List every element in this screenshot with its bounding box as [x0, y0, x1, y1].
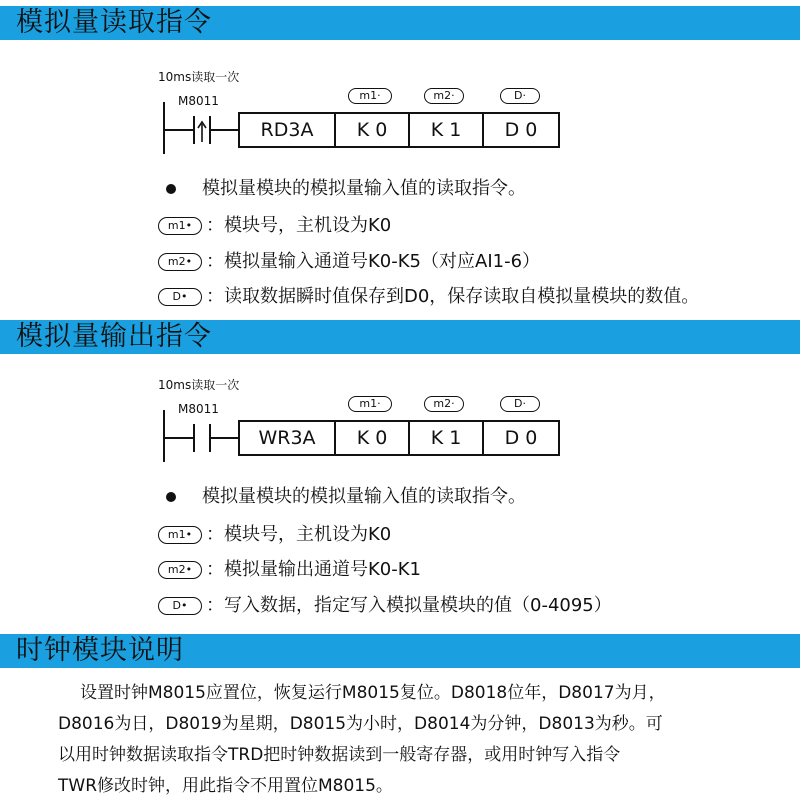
operand-d-cell: D 0 [482, 112, 560, 148]
paragraph-line: TWR修改时钟，用此指令不用置位M8015。 [58, 776, 393, 796]
bullet-dot [166, 184, 176, 194]
ladder-diagram-write [0, 378, 800, 488]
section-title: 模拟量读取指令 [16, 7, 212, 38]
section-title: 时钟模块说明 [16, 635, 184, 666]
tag-d-badge: D• [158, 288, 202, 306]
tag-m2-badge: m2• [158, 561, 202, 579]
relay-label: M8011 [178, 402, 219, 416]
clock-description [58, 678, 788, 802]
desc-d-text: ：读取数据瞬时值保存到D0，保存读取自模拟量模块的数值。 [206, 286, 700, 307]
tag-d-badge: D• [158, 597, 202, 615]
rung-wire [209, 437, 239, 439]
desc-m1-text: ：模块号，主机设为K0 [206, 215, 392, 236]
tag-m2: m2· [424, 396, 464, 412]
desc-m1 [158, 214, 391, 238]
bullet-text: 模拟量模块的模拟量输入值的读取指令。 [202, 178, 526, 199]
desc-m2 [158, 250, 540, 274]
section-header-analog-write [0, 320, 800, 354]
timer-note: 10ms读取一次 [158, 378, 240, 392]
section-header-analog-read [0, 6, 800, 40]
power-rail [163, 410, 165, 462]
paragraph-line: 以用时钟数据读取指令TRD把时钟数据读到一般寄存器，或用时钟写入指令 [58, 745, 621, 765]
operand-m2-cell: K 1 [408, 420, 484, 456]
section-title: 模拟量输出指令 [16, 321, 212, 352]
operand-m1-cell: K 0 [334, 112, 410, 148]
desc-m1-text: ：模块号，主机设为K0 [206, 524, 392, 545]
desc-m2 [158, 558, 421, 582]
tag-d: D· [500, 88, 540, 104]
rising-edge-icon [195, 116, 209, 144]
desc-d [158, 594, 612, 618]
tag-m2: m2· [424, 88, 464, 104]
tag-m1-badge: m1• [158, 526, 202, 544]
instruction-cell: WR3A [238, 420, 336, 456]
tag-m1: m1· [348, 396, 392, 412]
desc-d [158, 285, 699, 309]
ladder-diagram-read [0, 70, 800, 180]
desc-m2-text: ：模拟量输出通道号K0-K1 [206, 559, 422, 580]
section-header-clock [0, 634, 800, 668]
paragraph-line: 设置时钟M8015应置位，恢复运行M8015复位。D8018位年，D8017为月， [80, 683, 666, 703]
operand-m1-cell: K 0 [334, 420, 410, 456]
contact-left [193, 424, 195, 452]
instruction-cell: RD3A [238, 112, 336, 148]
paragraph-line: D8016为日，D8019为星期，D8015为小时，D8014为分钟，D8013为秒。可 [58, 714, 663, 734]
rung-wire [209, 129, 239, 131]
tag-d: D· [500, 396, 540, 412]
tag-m1: m1· [348, 88, 392, 104]
desc-m2-text: ：模拟量输入通道号K0-K5（对应AI1-6） [206, 251, 541, 272]
operand-d-cell: D 0 [482, 420, 560, 456]
bullet-dot [166, 492, 176, 502]
desc-m1 [158, 523, 391, 547]
bullet-text: 模拟量模块的模拟量输入值的读取指令。 [202, 486, 526, 507]
tag-m1-badge: m1• [158, 217, 202, 235]
operand-m2-cell: K 1 [408, 112, 484, 148]
power-rail [163, 102, 165, 154]
timer-note: 10ms读取一次 [158, 70, 240, 84]
rung-wire [163, 129, 193, 131]
tag-m2-badge: m2• [158, 253, 202, 271]
relay-label: M8011 [178, 94, 219, 108]
rung-wire [163, 437, 193, 439]
desc-d-text: ：写入数据，指定写入模拟量模块的值（0-4095） [206, 595, 612, 616]
